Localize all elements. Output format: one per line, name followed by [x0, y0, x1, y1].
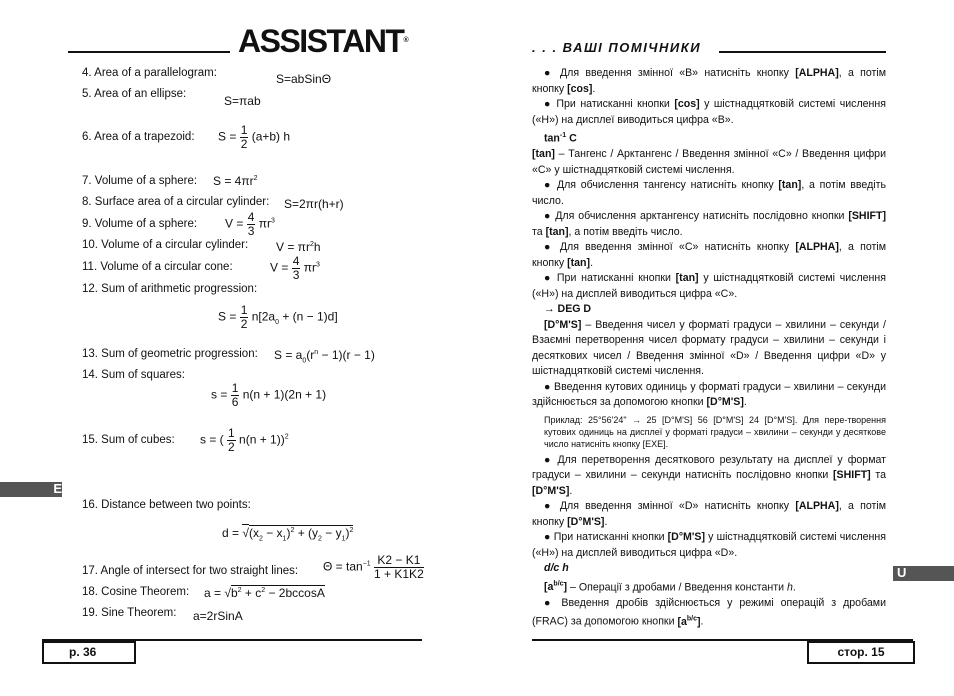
item-label: 10. Volume of a circular cylinder: [82, 239, 249, 251]
formula: S=2πr(h+r) [284, 197, 344, 211]
formula: S=πab [224, 94, 261, 108]
item-label: 8. Surface area of a circular cylinder: [82, 196, 270, 208]
formula: S = $\frac{1}{2}$ (a+b) h [218, 123, 291, 151]
formula: $\Theta = \tan^{-1}$ $\frac{K2 - K1}{1 + K1K2}$ [323, 553, 424, 581]
item-label: 12. Sum of arithmetic progression: [82, 283, 258, 295]
page-number-right: стор. 15 [807, 641, 915, 664]
item-label: 7. Volume of a sphere: [82, 175, 198, 187]
formula: V = $\frac{4}{3}$ $\pi r^3$ [270, 254, 320, 282]
header-rule-left [68, 51, 230, 53]
formula: $V = \pi r^2h$ [276, 240, 321, 254]
formula: a=2rSinA [193, 609, 243, 623]
formula: S = $\frac{1}{2}$ $n[2a_0 + (n - 1)d]$ [218, 303, 338, 331]
formula: $a = √b^2 + c^2 - 2bccosA$ [204, 586, 325, 600]
item-label: 6. Area of a trapezoid: [82, 131, 195, 143]
item-label: 13. Sum of geometric progression: [82, 348, 258, 360]
formula: S=abSinΘ [276, 72, 332, 86]
item-label: 17. Angle of intersect for two straight lines: [82, 565, 299, 577]
item-label: 19. Sine Theorem: [82, 607, 177, 619]
language-tab-u: U [893, 566, 954, 581]
item-label: 16. Distance between two points: [82, 499, 251, 511]
item-label: 9. Volume of a sphere: [82, 218, 198, 230]
right-text-column: ● Для введення змінної «В» натисніть кнопку [ALPHA], а потім кнопку [cos]. ● При натисканні кнопки [cos] у шістнадцятковій системі числення («Н») на дисплеї виводиться цифра «В». $\tan^{-1} C$ [tan] – Тангенс / Арктангенс / Введення змінної «С» / Введення цифри «С» у шістнадцятковій системі числення. ● Для обчислення тангенсу натисніть кнопку [tan], а потім введіть число. ● Для обчислення арктангенсу натисніть послідовно кнопки [SHIFT] та [tan], а потім введіть число. ● Для введення змінної «С» натисніть кнопку [ALPHA], а потім кнопку [tan]. ● При натисканні кнопки [tan] у шістнадцятковій системі числення («Н») на дисплей виводиться цифра «С». → DEG D [D°M'S] – Введення чисел у форматі градуси – хвилини – секунди / Взаємні перетворення чисел формату градуси – хвилини – секунди і десяткових чисел / Введення змінної «D» / Введення цифри «D» у шістнадцятковій системі числення. ● Введення кутових одиниць у форматі градуси – хвилини – секунди здійснюється за допомогою кнопки [D°M'S]. Приклад: 25°56'24" → 25 [D°M'S] 56 [D°M'S] 24 [D°M'S]. Для пере-творення кутових одиниць на дисплеї у форматі градуси – хвилини – секунди у десяткове число натисніть кнопку [EXE]. ● Для перетворення десяткового результату на дисплеї у формат градуси – хвилини – секунди натисніть послідовно кнопки [SHIFT] та [D°M'S]. ● Для введення змінної «D» натисніть кнопку [ALPHA], а потім кнопку [D°M'S]. ● При натисканні кнопки [D°M'S] у шістнадцятковій системі числення («Н») на дисплей виводиться цифра «D». d/c h $[a^{b/c}]$ – Операції з дробами / Введення константи h. ● Введення дробів здійснюється у режимі операцій з дробами (FRAC) за допомогою кнопки $[a^{b/c}]$. [532, 67, 887, 628]
item-label: 5. Area of an ellipse: [82, 88, 187, 100]
item-label: 18. Cosine Theorem: [82, 586, 190, 598]
formula: s = $\frac{1}{6}$ n(n + 1)(2n + 1) [211, 381, 327, 409]
brand-logo: ASSISTANT® [238, 23, 409, 59]
item-label: 14. Sum of squares: [82, 369, 185, 381]
formula: $S = 4\pi r^2$ [213, 174, 258, 188]
header-title-right: . . . ВАШІ ПОМІЧНИКИ [532, 40, 702, 55]
formula: $d = √(x_2 - x_1)^2 + (y_2 - y_1)^2$ [222, 526, 354, 543]
formula: V = $\frac{4}{3}$ $\pi r^3$ [225, 210, 275, 238]
item-label: 15. Sum of cubes: [82, 434, 175, 446]
page-number-left: p. 36 [42, 641, 136, 664]
item-label: 11. Volume of a circular cone: [82, 261, 233, 273]
formula: $S = a_0(r^n - 1)(r - 1)$ [274, 348, 375, 365]
language-tab-e: E [0, 482, 62, 497]
formula: s = ( $\frac{1}{2}$ n(n + 1))$^2$ [200, 426, 289, 454]
item-label: 4. Area of a parallelogram: [82, 67, 217, 79]
header-rule-right [719, 51, 886, 53]
